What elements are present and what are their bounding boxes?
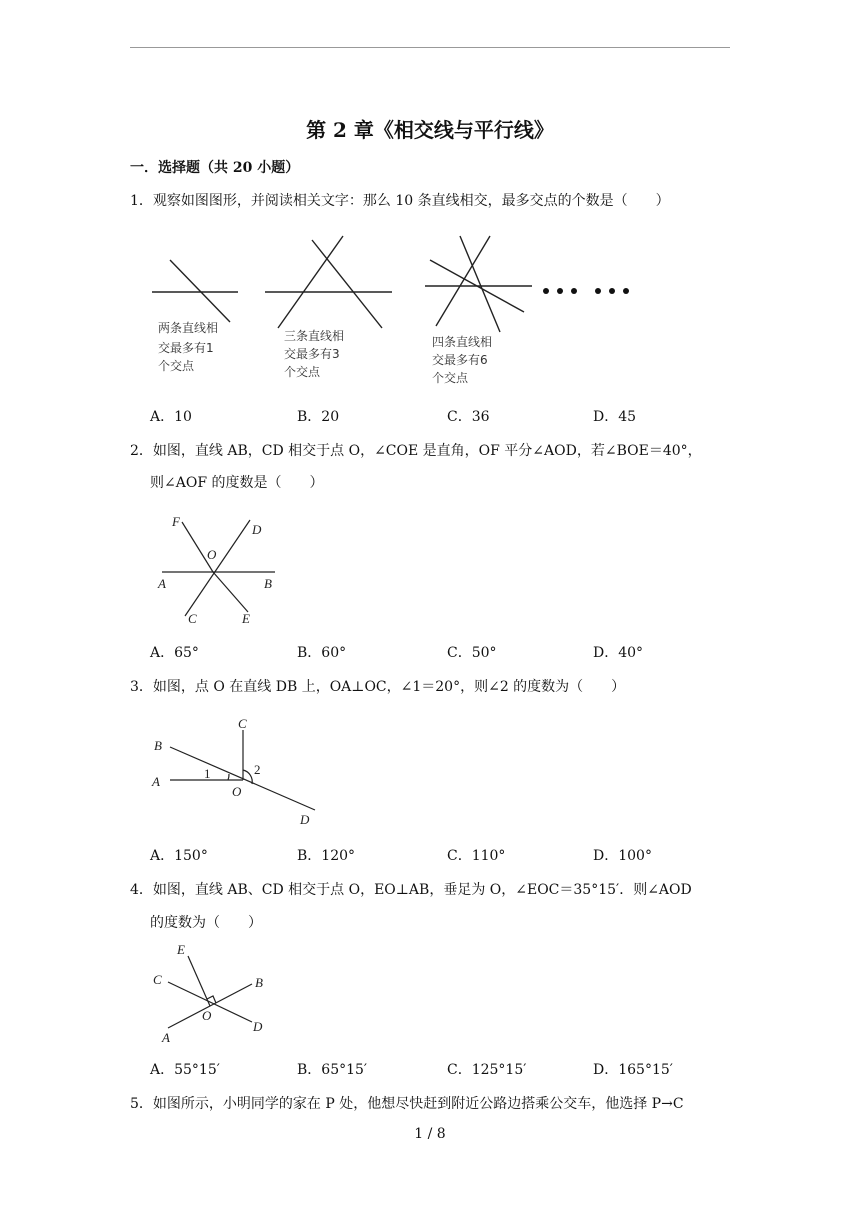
q4-label-a: A — [162, 1030, 170, 1045]
fig3-caption-1: 四条直线相 — [432, 335, 493, 349]
q2-label-c: C — [188, 611, 197, 626]
question-5-text: 5．如图所示，小明同学的家在 P 处，他想尽快赶到附近公路边搭乘公交车，他选择 P→C — [130, 1096, 684, 1112]
q1-option-c: C．36 — [447, 409, 490, 425]
fig2-caption-2: 交最多有3 — [284, 347, 340, 361]
question-3-text: 3．如图，点 O 在直线 DB 上，OA⊥OC，∠1＝20°，则∠2 的度数为（ ） — [130, 679, 626, 695]
question-4-line-2: 的度数为（ ） — [150, 915, 262, 931]
q1-option-d: D．45 — [593, 409, 637, 425]
q3-angle-1-arc — [228, 774, 229, 780]
q2-option-b: B．60° — [297, 645, 347, 661]
q2-option-a: A．65° — [150, 645, 199, 661]
q4-label-d: D — [253, 1019, 263, 1034]
q3-label-angle-2: 2 — [254, 762, 261, 777]
q3-label-d: D — [300, 812, 310, 827]
question-4-line-1: 4．如图，直线 AB、CD 相交于点 O，EO⊥AB，垂足为 O，∠EOC＝35°15′．则∠AOD — [130, 882, 692, 898]
q4-option-c: C．125°15′ — [447, 1062, 527, 1078]
q2-label-f: F — [172, 514, 180, 529]
q4-ray-oe — [188, 956, 210, 1006]
q3-option-a: A．150° — [150, 848, 208, 864]
fig3-line-b — [436, 236, 490, 326]
q4-option-d: D．165°15′ — [593, 1062, 673, 1078]
q2-label-o: O — [207, 547, 217, 562]
q4-option-b: B．65°15′ — [297, 1062, 368, 1078]
q2-option-c: C．50° — [447, 645, 497, 661]
fig2-line-a — [278, 236, 343, 328]
q2-label-a: A — [158, 576, 166, 591]
q3-label-o: O — [232, 784, 242, 799]
fig3-caption-3: 个交点 — [432, 371, 469, 385]
question-2-line-2: 则∠AOF 的度数是（ ） — [150, 475, 324, 491]
fig1-caption-1: 两条直线相 — [158, 321, 219, 335]
q4-label-c: C — [153, 972, 162, 987]
question-1-figure — [130, 228, 650, 393]
question-1-text: 1．观察如图图形，并阅读相关文字：那么 10 条直线相交，最多交点的个数是（ ） — [130, 193, 670, 209]
q4-label-e: E — [177, 942, 185, 957]
q4-option-a: A．55°15′ — [150, 1062, 220, 1078]
q3-label-b: B — [154, 738, 162, 753]
q4-label-b: B — [255, 975, 263, 990]
fig1-line-d — [170, 260, 230, 322]
fig2-line-b — [312, 240, 382, 328]
q3-label-c: C — [238, 716, 247, 731]
page-number: 1 / 8 — [414, 1126, 446, 1142]
fig2-caption-3: 个交点 — [284, 365, 321, 379]
q2-label-b: B — [264, 576, 272, 591]
q2-label-e: E — [242, 611, 250, 626]
question-2-figure — [150, 508, 290, 630]
question-4-figure — [150, 940, 275, 1045]
page-title: 第 2 章《相交线与平行线》 — [306, 118, 554, 142]
fig3-caption-2: 交最多有6 — [432, 353, 488, 367]
fig1-caption-2: 交最多有1 — [158, 341, 214, 355]
ellipsis-dots — [543, 288, 629, 294]
q2-ray-oe — [213, 572, 248, 612]
question-2-line-1: 2．如图，直线 AB，CD 相交于点 O，∠COE 是直角，OF 平分∠AOD，若∠BOE＝40°， — [130, 443, 702, 459]
q4-label-o: O — [202, 1008, 212, 1023]
q2-option-d: D．40° — [593, 645, 644, 661]
q3-label-a: A — [152, 774, 160, 789]
q1-option-b: B．20 — [297, 409, 340, 425]
q3-option-b: B．120° — [297, 848, 356, 864]
fig1-caption-3: 个交点 — [158, 359, 195, 373]
question-3-figure — [150, 712, 330, 830]
header-rule — [130, 47, 730, 48]
q3-label-angle-1: 1 — [204, 766, 211, 781]
q3-option-d: D．100° — [593, 848, 652, 864]
fig3-line-c — [460, 236, 500, 332]
q2-label-d: D — [252, 522, 262, 537]
fig2-caption-1: 三条直线相 — [284, 329, 345, 343]
q2-line-cd — [185, 520, 250, 616]
q1-option-a: A．10 — [150, 409, 192, 425]
q3-option-c: C．110° — [447, 848, 506, 864]
section-heading: 一．选择题（共 20 小题） — [130, 160, 300, 176]
